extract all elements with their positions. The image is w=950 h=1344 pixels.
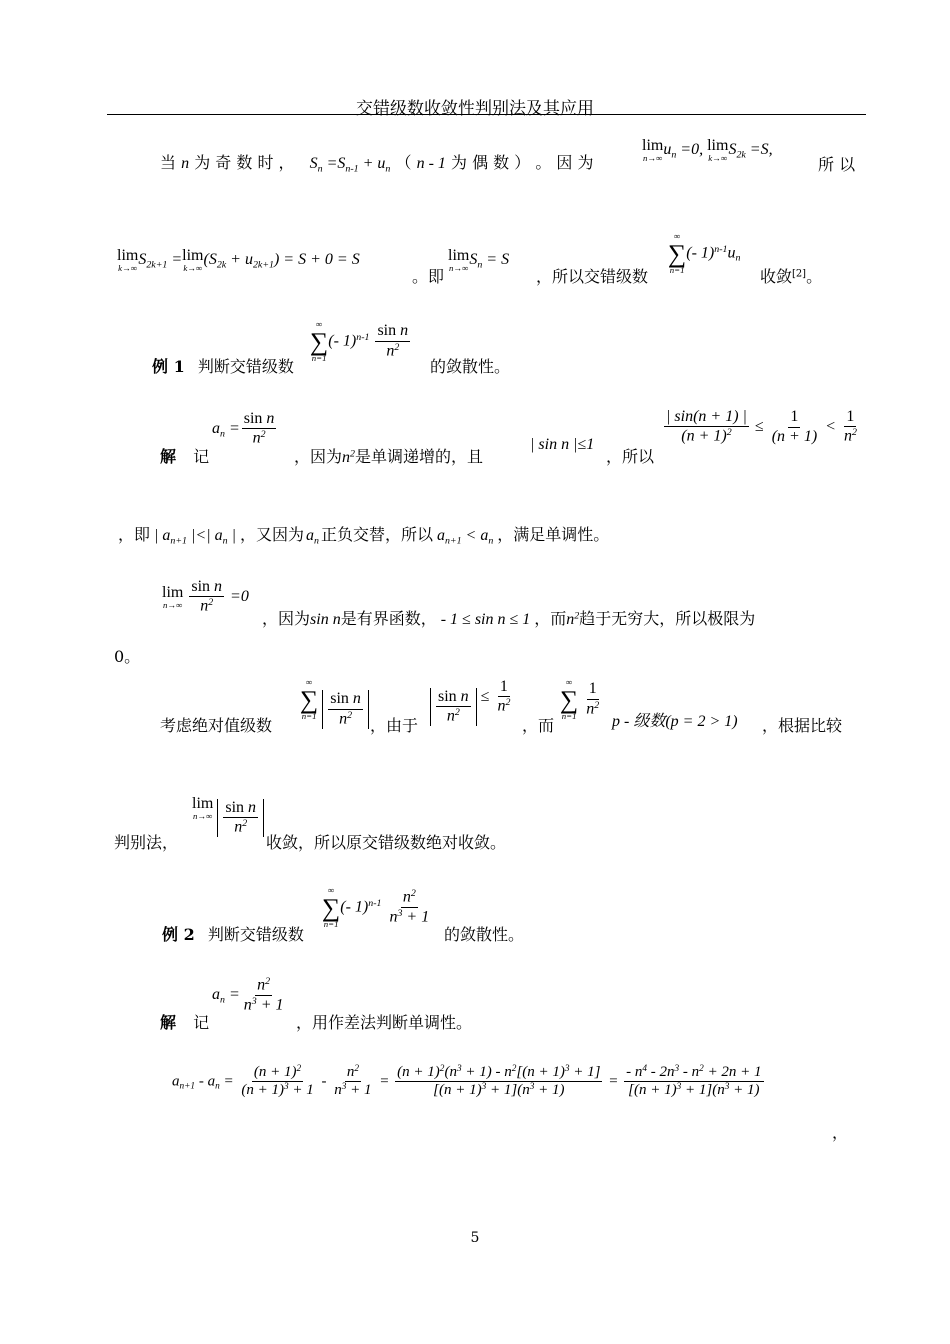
page-number: 5 xyxy=(470,1230,480,1246)
text-abs-converges: 收敛，所以原交错级数绝对收敛。 xyxy=(266,833,507,852)
formula-sn: $S_n =S_{n-1} + u_n$ xyxy=(309,155,391,175)
text-p-series: p - 级数(p = 2 > 1) xyxy=(612,713,738,730)
text-consider-abs: 考虑绝对值级数 xyxy=(160,716,273,735)
example-1-label: 例 1 xyxy=(152,357,185,376)
text-when: 当 xyxy=(160,153,177,172)
text-converges: 收敛[2]。 xyxy=(760,267,823,286)
example-2-label: 例 2 xyxy=(162,925,195,944)
formula-inequality-chain: $\frac{| \sin(n + 1) |}{(n + 1)^2}$ ≤ $\frac{1}{(n + 1)}$ < $\frac{1}{n^2}$ xyxy=(666,408,857,445)
example-2-heading: 例 2 判断交错级数 xyxy=(162,925,304,944)
para-odd-case xyxy=(160,150,594,174)
formula-limits: lim n→∞ $u_n =0$, lim k→∞ $S_{2k} =S$, xyxy=(642,137,773,163)
formula-abs-series: ∞ ∑ n=1 $\frac{\text{sin n}}{n^2}$ xyxy=(300,678,369,729)
text-since: ，由于 xyxy=(370,716,419,735)
formula-limit-odd: lim k→∞ $S_{2k+1}$ = lim k→∞ $(S_{2k} + u_{2k+1}) = S + 0 = S$ xyxy=(117,247,360,273)
text-odd: 为 奇 数 时 ， xyxy=(194,153,295,172)
formula-alt-series: ∞ ∑ n=1 (- $1)^{n-1}u_n$ xyxy=(668,231,741,276)
text-and: ，而 xyxy=(522,716,555,735)
formula-abs-sin: | sin n |≤1 xyxy=(530,436,595,453)
running-header: 交错级数收敛性判别法及其应用 xyxy=(356,99,594,119)
text-ie: 。即 xyxy=(412,267,445,286)
text-so-2: ，所以 xyxy=(606,447,655,466)
text-so-series: ，所以交错级数 xyxy=(536,267,649,286)
formula-example-2-series: ∞ ∑ n=1 (- 1)$^{n-1}$ $\frac{n^2}{n^3 + 1}$ xyxy=(322,885,430,930)
text-test: 判别法， xyxy=(114,833,179,852)
text-paren-open: （ xyxy=(395,153,412,172)
formula-n-minus-1: n - 1 xyxy=(416,155,446,172)
solution-1-label: 解 xyxy=(160,447,177,466)
formula-an-def: $a_n$ = $\frac{\text{sin n}}{n^2}$ xyxy=(212,410,275,447)
line-bounded: ，因为sin n是有界函数， - 1 ≤ sin n ≤ 1 ，而$n^2$趋于无穷大，所以极限为 xyxy=(262,609,756,628)
header-rule xyxy=(107,114,866,115)
solution-2-label: 解 xyxy=(160,1013,177,1032)
formula-difference: $a_{n+1} - a_n$ = $\frac{(n + 1)^2}{(n + 1)^3 + 1}$ - $\frac{n^2}{n^3 + 1}$ = $\frac{(n + 1)^2(n^3 + 1) - n^2[(n + 1)^3 + 1]}{[(n + 1)^3 + 1](n^3 + 1)}$ = $\frac{- n^4 - 2n^3 - n^2 + 2n + 1}{[(n + 1)^3 + 1](n^3 + 1)}$ xyxy=(172,1064,762,1099)
example-1-heading: 例 1 判断交错级数 xyxy=(152,357,294,376)
solution-2-start: 解 记 xyxy=(160,1013,210,1032)
text-by-comparison: ，根据比较 xyxy=(762,716,843,735)
solution-1-start: 解 记 xyxy=(160,447,210,466)
text-difference-method: ，用作差法判断单调性。 xyxy=(296,1013,473,1032)
var-n: n xyxy=(181,155,190,172)
formula-p-series: ∞ ∑ n=1 $\frac{1}{n^2}$ xyxy=(560,677,600,722)
formula-lim-abs: lim n→∞ $\frac{\text{sin n}}{n^2}$ xyxy=(192,796,264,837)
text-example-2-end: 的敛散性。 xyxy=(444,925,525,944)
text-final-comma: ， xyxy=(832,1123,849,1142)
formula-an-def-2: $a_n$ = $\frac{n^2}{n^3 + 1}$ xyxy=(212,976,284,1014)
text-even-because: 为 偶 数 ） 。 因 为 xyxy=(451,153,594,172)
text-example-1-end: 的敛散性。 xyxy=(430,357,511,376)
text-so: 所 以 xyxy=(818,155,856,174)
text-because: ，因为$n^2$是单调递增的，且 xyxy=(294,447,483,466)
line-monotonic: ，即 | $a_{n+1}$ |<| $a_n$ | ，又因为 $a_n$ 正负交替，所以 $a_{n+1} < a_n$ ，满足单调性。 xyxy=(118,525,610,547)
formula-lim-sn: lim n→∞ $S_n = S$ xyxy=(448,247,510,273)
formula-example-1-series: ∞ ∑ n=1 (- 1)$^{n-1}$ $\frac{\text{sin n}}{n^2}$ xyxy=(310,319,409,364)
text-limit-zero: 0。 xyxy=(114,647,141,666)
formula-abs-bound: $\frac{\text{sin n}}{n^2}$ ≤ $\frac{1}{n^2}$ xyxy=(430,678,514,726)
formula-limit-zero: lim n→∞ $\frac{\text{sin n}}{n^2}$ =0 xyxy=(162,578,249,615)
